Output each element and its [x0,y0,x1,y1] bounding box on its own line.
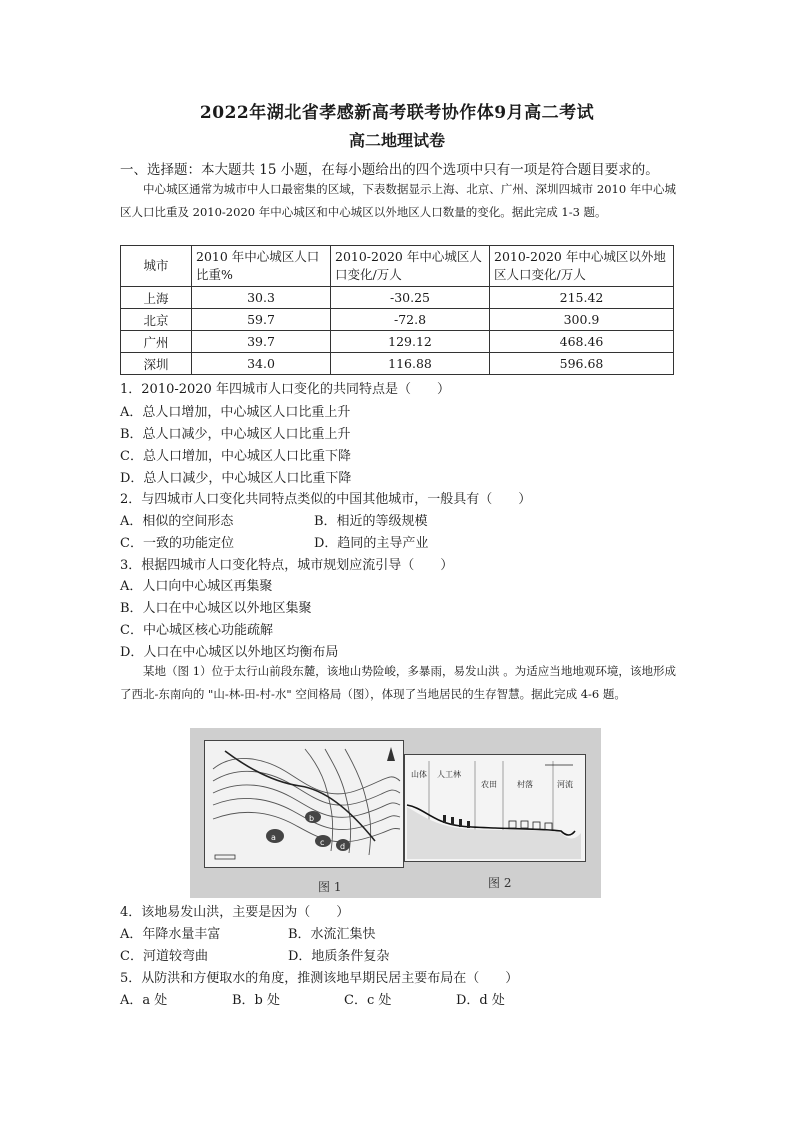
exam-title: 2022年湖北省孝感新高考联考协作体9月高二考试 [199,103,595,123]
table-cell: 30.3 [192,287,331,309]
table-header-row [121,246,674,287]
question-5-option-d[interactable]: D．d 处 [456,993,505,1008]
question-2-stem: 2．与四城市人口变化共同特点类似的中国其他城市，一般具有（ ） [120,492,532,507]
zone-label: 农田 [481,780,497,789]
question-5-option-c[interactable]: C．c 处 [344,993,392,1008]
question-5-option-a[interactable]: A．a 处 [120,993,168,1008]
question-5-stem: 5．从防洪和方便取水的角度，推测该地早期民居主要布局在（ ） [120,971,519,986]
intro-paragraph-1: 中心城区通常为城市中人口最密集的区域，下表数据显示上海、北京、广州、深圳四城市 2010 年中心城区人口比重及 2010-2020 年中心城区和中心城区以外地区人口数量的变化。据此完成 1-3 题。 [120,182,676,219]
question-5-option-b[interactable]: B．b 处 [232,993,281,1008]
intro-paragraph-2: 某地（图 1）位于太行山前段东麓，该地山势险峻，多暴雨，易发山洪 。为适应当地地观环境，该地形成了西北-东南向的 "山-林-田-村-水" 空间格局（图），体现了当地居民的生存智慧。据此完成 4-6 题。 [120,664,676,701]
map-marker-label: c [320,838,325,847]
table-cell: 深圳 [121,353,192,375]
table-row [121,331,674,353]
table-header-cell: 城市 [121,246,192,287]
question-4-option-c[interactable]: C．河道较弯曲 [120,949,208,964]
figure-1-caption: 图 1 [318,880,342,894]
question-1-option-b[interactable]: B．总人口减少，中心城区人口比重上升 [120,427,351,442]
question-2-option-b[interactable]: B．相近的等级规模 [314,514,428,529]
table-row [121,309,674,331]
map-marker-label: b [309,814,315,823]
question-1-option-d[interactable]: D．总人口减少，中心城区人口比重下降 [120,471,352,486]
table-cell: 北京 [121,309,192,331]
zone-label: 山体 [411,770,427,779]
table-cell: 34.0 [192,353,331,375]
table-cell: 215.42 [490,287,674,309]
table-cell: 129.12 [331,331,490,353]
question-2-option-d[interactable]: D．趋同的主导产业 [314,536,429,551]
table-row [121,287,674,309]
table-cell: 59.7 [192,309,331,331]
map-marker-label: d [340,842,346,851]
question-3-option-a[interactable]: A．人口向中心城区再集聚 [120,579,273,594]
table-header-cell: 2010 年中心城区人口比重% [192,246,331,287]
question-3-option-c[interactable]: C．中心城区核心功能疏解 [120,623,273,638]
zone-label: 人工林 [437,770,461,779]
section-heading: 一、选择题：本大题共 15 小题，在每小题给出的四个选项中只有一项是符合题目要求的。 [120,162,659,178]
north-arrow-icon [387,747,395,761]
cross-section-drawing [405,755,585,861]
table-cell: 39.7 [192,331,331,353]
figure-2-caption: 图 2 [488,876,512,890]
table-cell: -30.25 [331,287,490,309]
figure-1-contour-map [204,740,404,868]
question-1-stem: 1．2010-2020 年四城市人口变化的共同特点是（ ） [120,382,450,397]
table-header-cell: 2010-2020 年中心城区以外地区人口变化/万人 [490,246,674,287]
map-marker-label: a [271,833,276,842]
table-cell: 468.46 [490,331,674,353]
table-header-cell: 2010-2020 年中心城区人口变化/万人 [331,246,490,287]
question-2-option-c[interactable]: C．一致的功能定位 [120,536,234,551]
table-cell: 116.88 [331,353,490,375]
zone-label: 河流 [557,780,573,789]
exam-subtitle: 高二地理试卷 [348,131,445,150]
question-1-option-a[interactable]: A．总人口增加，中心城区人口比重上升 [120,405,351,420]
zone-label: 村落 [517,780,533,789]
figure-2-cross-section [404,754,586,862]
table-cell: 上海 [121,287,192,309]
question-3-option-b[interactable]: B．人口在中心城区以外地区集聚 [120,601,312,616]
question-3-stem: 3．根据四城市人口变化特点，城市规划应流引导（ ） [120,558,454,573]
table-cell: 596.68 [490,353,674,375]
table-cell: 广州 [121,331,192,353]
contour-map-drawing [205,741,403,867]
question-1-option-c[interactable]: C．总人口增加，中心城区人口比重下降 [120,449,351,464]
question-4-option-d[interactable]: D．地质条件复杂 [288,949,390,964]
table-cell: -72.8 [331,309,490,331]
question-2-option-a[interactable]: A．相似的空间形态 [120,514,234,529]
question-4-option-a[interactable]: A．年降水量丰富 [120,927,221,942]
question-4-option-b[interactable]: B．水流汇集快 [288,927,376,942]
table-row [121,353,674,375]
population-table [120,245,674,375]
figure-photo [190,728,601,898]
question-4-stem: 4．该地易发山洪，主要是因为（ ） [120,905,350,920]
question-3-option-d[interactable]: D．人口在中心城区以外地区均衡布局 [120,645,339,660]
scale-bar-icon [215,855,235,859]
table-cell: 300.9 [490,309,674,331]
